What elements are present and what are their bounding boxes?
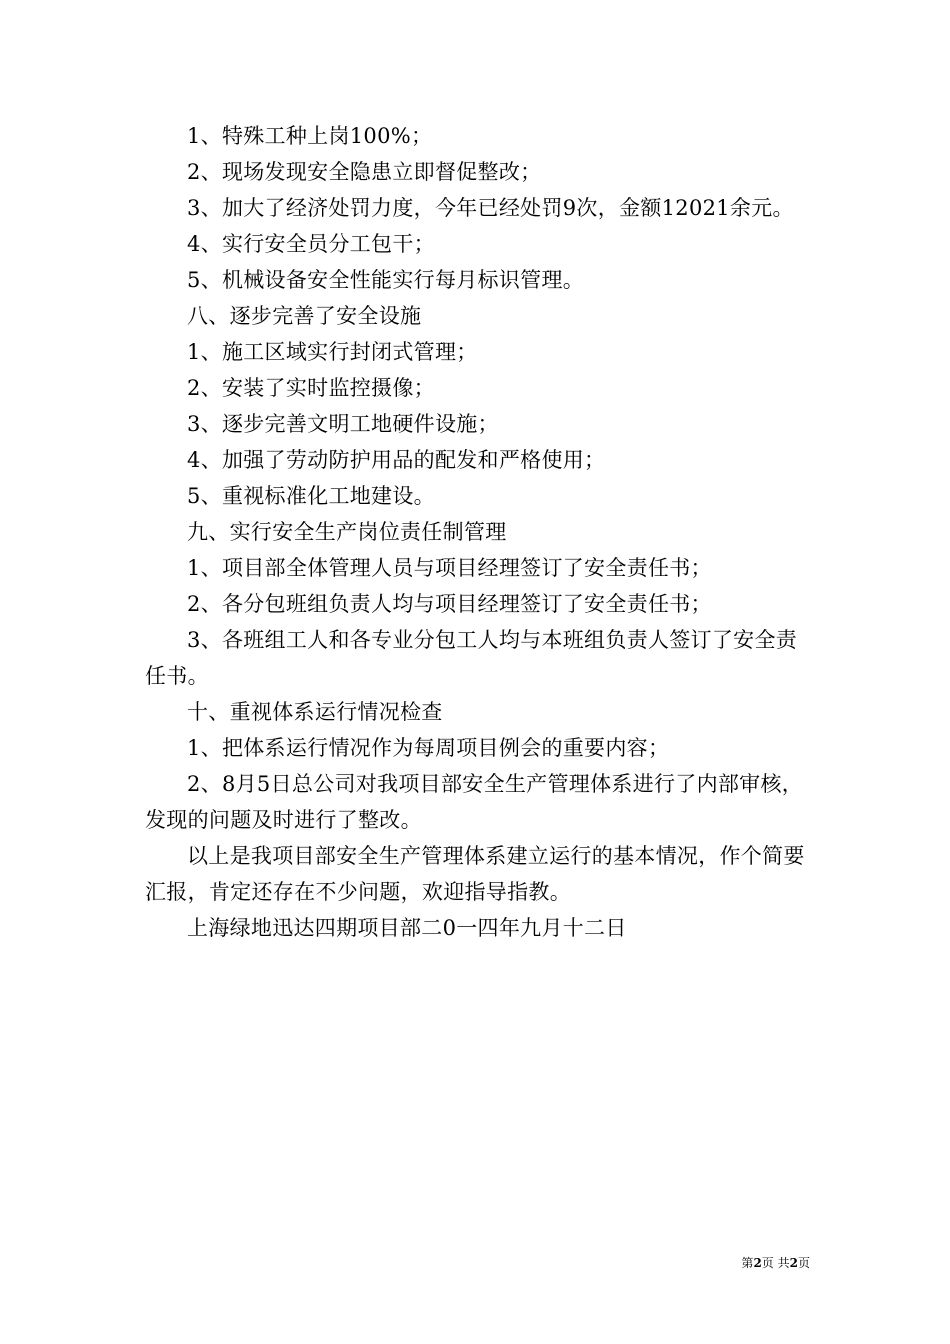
document-body	[145, 118, 810, 946]
paragraph: 3、逐步完善文明工地硬件设施；	[187, 412, 499, 436]
footer-middle: 页 共	[761, 1256, 790, 1270]
paragraph: 1、项目部全体管理人员与项目经理签订了安全责任书；	[187, 556, 712, 580]
paragraph: 3、加大了经济处罚力度，今年已经处罚9次，金额12021余元。	[187, 196, 794, 220]
footer-suffix: 页	[797, 1256, 810, 1270]
paragraph: 4、实行安全员分工包干；	[187, 232, 435, 256]
paragraph: 2、8月5日总公司对我项目部安全生产管理体系进行了内部审核，发现的问题及时进行了整改。	[145, 772, 804, 832]
footer-prefix: 第	[741, 1256, 754, 1270]
paragraph: 5、机械设备安全性能实行每月标识管理。	[187, 268, 585, 292]
paragraph: 2、安装了实时监控摄像；	[187, 376, 435, 400]
paragraph: 4、加强了劳动防护用品的配发和严格使用；	[187, 448, 606, 472]
paragraph: 1、把体系运行情况作为每周项目例会的重要内容；	[187, 736, 670, 760]
paragraph: 3、各班组工人和各专业分包工人均与本班组负责人签订了安全责任书。	[145, 628, 798, 688]
section-heading: 九、实行安全生产岗位责任制管理	[187, 520, 507, 544]
closing-paragraph: 以上是我项目部安全生产管理体系建立运行的基本情况，作个简要汇报，肯定还存在不少问题，欢迎指导指教。	[145, 844, 805, 904]
footer-total-pages: 2	[789, 1256, 798, 1270]
paragraph: 1、特殊工种上岗100%；	[187, 124, 433, 148]
signature-line: 上海绿地迅达四期项目部二0一四年九月十二日	[187, 916, 627, 940]
page-number-footer	[741, 1255, 810, 1271]
paragraph: 2、现场发现安全隐患立即督促整改；	[187, 160, 542, 184]
footer-current-page: 2	[753, 1256, 762, 1270]
section-heading: 八、逐步完善了安全设施	[187, 304, 422, 328]
section-heading: 十、重视体系运行情况检查	[187, 700, 443, 724]
paragraph: 1、施工区域实行封闭式管理；	[187, 340, 478, 364]
paragraph: 5、重视标准化工地建设。	[187, 484, 435, 508]
paragraph: 2、各分包班组负责人均与项目经理签订了安全责任书；	[187, 592, 712, 616]
